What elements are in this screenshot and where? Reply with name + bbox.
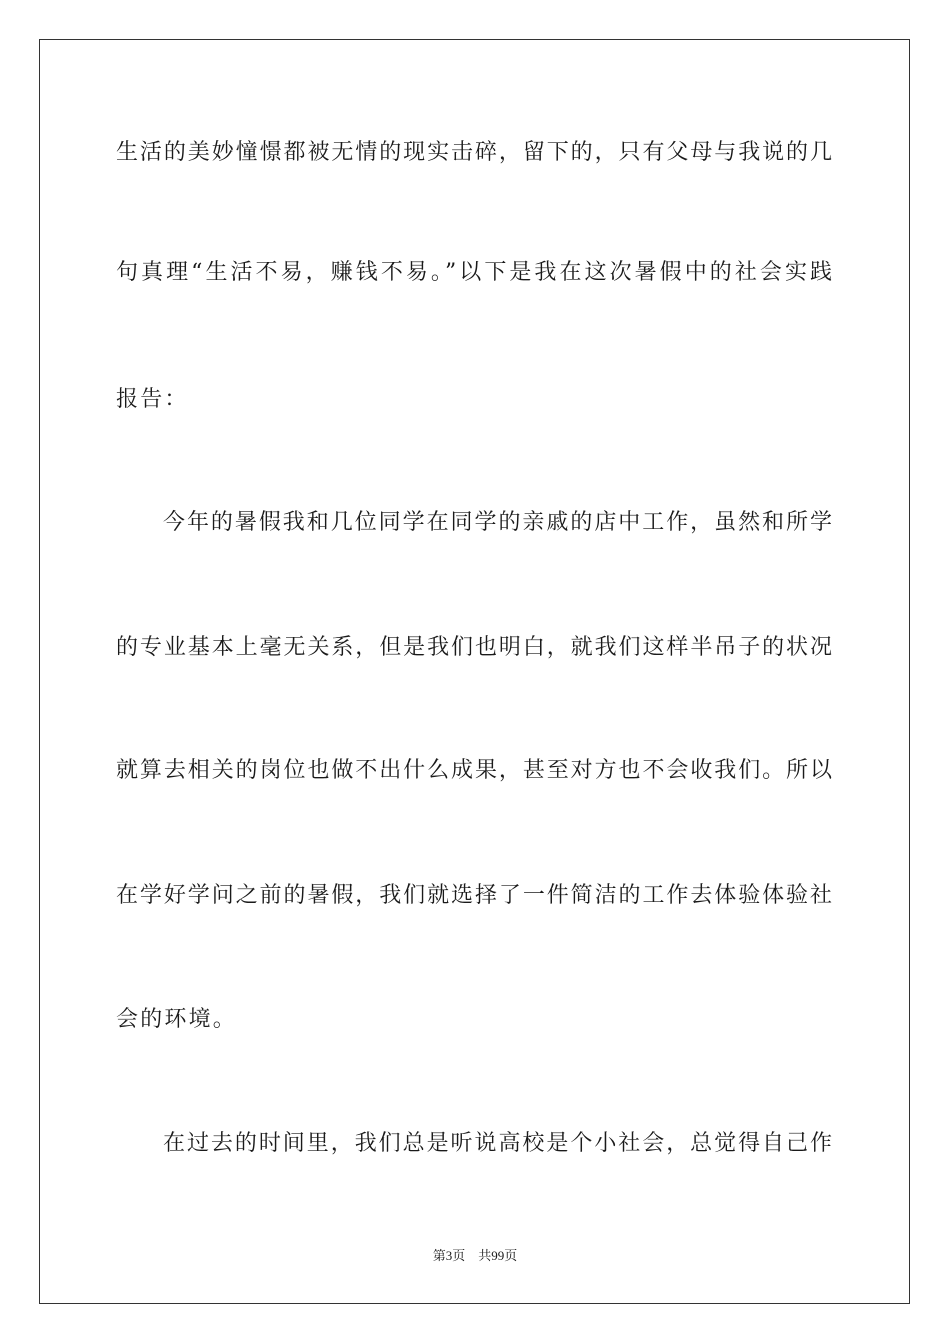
paragraph-line-9: 在过去的时间里，我们总是听说高校是个小社会，总觉得自己作 <box>163 1131 832 1156</box>
paragraph-line-5: 的专业基本上毫无关系，但是我们也明白，就我们这样半吊子的状况 <box>116 635 832 660</box>
page-border <box>39 39 910 1304</box>
paragraph-line-1: 生活的美妙憧憬都被无情的现实击碎，留下的，只有父母与我说的几 <box>116 140 832 165</box>
paragraph-line-7: 在学好学问之前的暑假，我们就选择了一件简洁的工作去体验体验社 <box>116 883 832 908</box>
paragraph-line-2: 句真理“生活不易，赚钱不易。”以下是我在这次暑假中的社会实践 <box>116 260 832 285</box>
paragraph-line-6: 就算去相关的岗位也做不出什么成果，甚至对方也不会收我们。所以 <box>116 758 832 783</box>
paragraph-line-4: 今年的暑假我和几位同学在同学的亲戚的店中工作，虽然和所学 <box>163 510 832 535</box>
page-total: 共99页 <box>478 1248 518 1263</box>
paragraph-line-8: 会的环境。 <box>116 1007 238 1032</box>
paragraph-line-3: 报告： <box>116 387 189 412</box>
page-footer <box>0 1247 950 1265</box>
page-number: 第3页 <box>432 1248 466 1263</box>
